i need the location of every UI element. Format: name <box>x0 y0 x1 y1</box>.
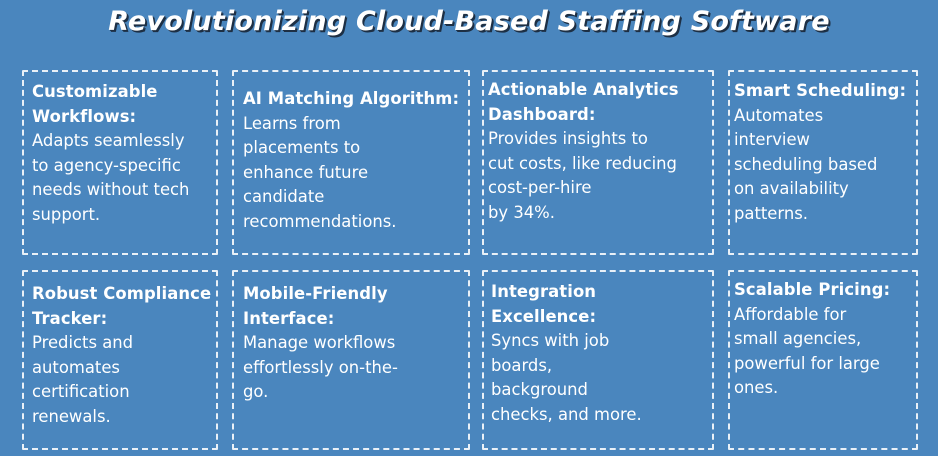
feature-description-line: Syncs with job <box>491 331 610 350</box>
feature-description-line: Affordable for <box>734 304 847 324</box>
feature-description-line: ones. <box>734 378 779 397</box>
feature-description-line: Provides insights to <box>488 129 648 148</box>
feature-card-smart-scheduling-text <box>734 79 906 226</box>
feature-title-line: Dashboard: <box>488 104 596 124</box>
feature-description-line: Adapts seamlessly <box>32 131 185 150</box>
feature-description-line: effortlessly on-the- <box>243 357 398 377</box>
feature-description-line: needs without tech <box>32 180 190 199</box>
feature-description-line: interview <box>734 130 810 149</box>
feature-description-line: recommendations. <box>243 211 397 231</box>
feature-description-line: certification <box>32 382 130 401</box>
feature-description-line: enhance future <box>243 162 369 182</box>
feature-title-line: Robust Compliance <box>32 284 212 303</box>
feature-title-line: Workflows: <box>32 106 137 126</box>
feature-description-line: cost-per-hire <box>488 178 592 197</box>
feature-title-line: Mobile-Friendly <box>243 284 388 303</box>
feature-description-line: go. <box>243 382 269 401</box>
feature-description-line: placements to <box>243 138 361 157</box>
feature-card-mobile-friendly-text <box>243 282 398 405</box>
feature-description-line: small agencies, <box>734 329 862 348</box>
feature-description-line: on availability <box>734 179 849 198</box>
feature-title-line: Smart Scheduling: <box>734 81 907 100</box>
feature-card-scalable-pricing-text <box>734 278 890 401</box>
feature-description-line: renewals. <box>32 406 111 426</box>
feature-description-line: support. <box>32 204 101 224</box>
feature-title-line: Interface: <box>243 308 335 328</box>
feature-description-line: Learns from <box>243 113 341 133</box>
feature-description-line: to agency-specific <box>32 155 181 175</box>
feature-description-line: boards, <box>491 355 553 375</box>
feature-description-line: background <box>491 380 588 399</box>
feature-title-line: Excellence: <box>491 306 597 326</box>
feature-description-line: candidate <box>243 187 325 206</box>
feature-description-line: Predicts and <box>32 333 134 352</box>
feature-title-line: Scalable Pricing: <box>734 280 891 299</box>
feature-card-integration-excellence-text <box>491 280 642 427</box>
feature-card-compliance-tracker-text <box>32 282 211 429</box>
feature-title-line: Tracker: <box>32 308 108 328</box>
feature-description-line: automates <box>32 357 120 377</box>
feature-card-customizable-workflows-text <box>32 80 189 227</box>
feature-description-line: scheduling based <box>734 154 878 174</box>
page-title: Revolutionizing Cloud-Based Staffing Software <box>108 6 830 37</box>
feature-title-line: AI Matching Algorithm: <box>243 89 460 108</box>
feature-title-line: Actionable Analytics <box>488 80 679 99</box>
feature-description-line: Manage workflows <box>243 333 396 352</box>
feature-description-line: powerful for large <box>734 353 880 373</box>
feature-description-line: patterns. <box>734 203 808 223</box>
feature-title-line: Customizable <box>32 82 158 101</box>
feature-description-line: by 34%. <box>488 202 555 222</box>
feature-card-ai-matching-text <box>243 87 459 234</box>
feature-description-line: Automates <box>734 105 824 125</box>
feature-card-analytics-dashboard-text <box>488 78 679 225</box>
feature-description-line: checks, and more. <box>491 404 642 424</box>
feature-description-line: cut costs, like reducing <box>488 153 677 173</box>
feature-title-line: Integration <box>491 282 597 301</box>
